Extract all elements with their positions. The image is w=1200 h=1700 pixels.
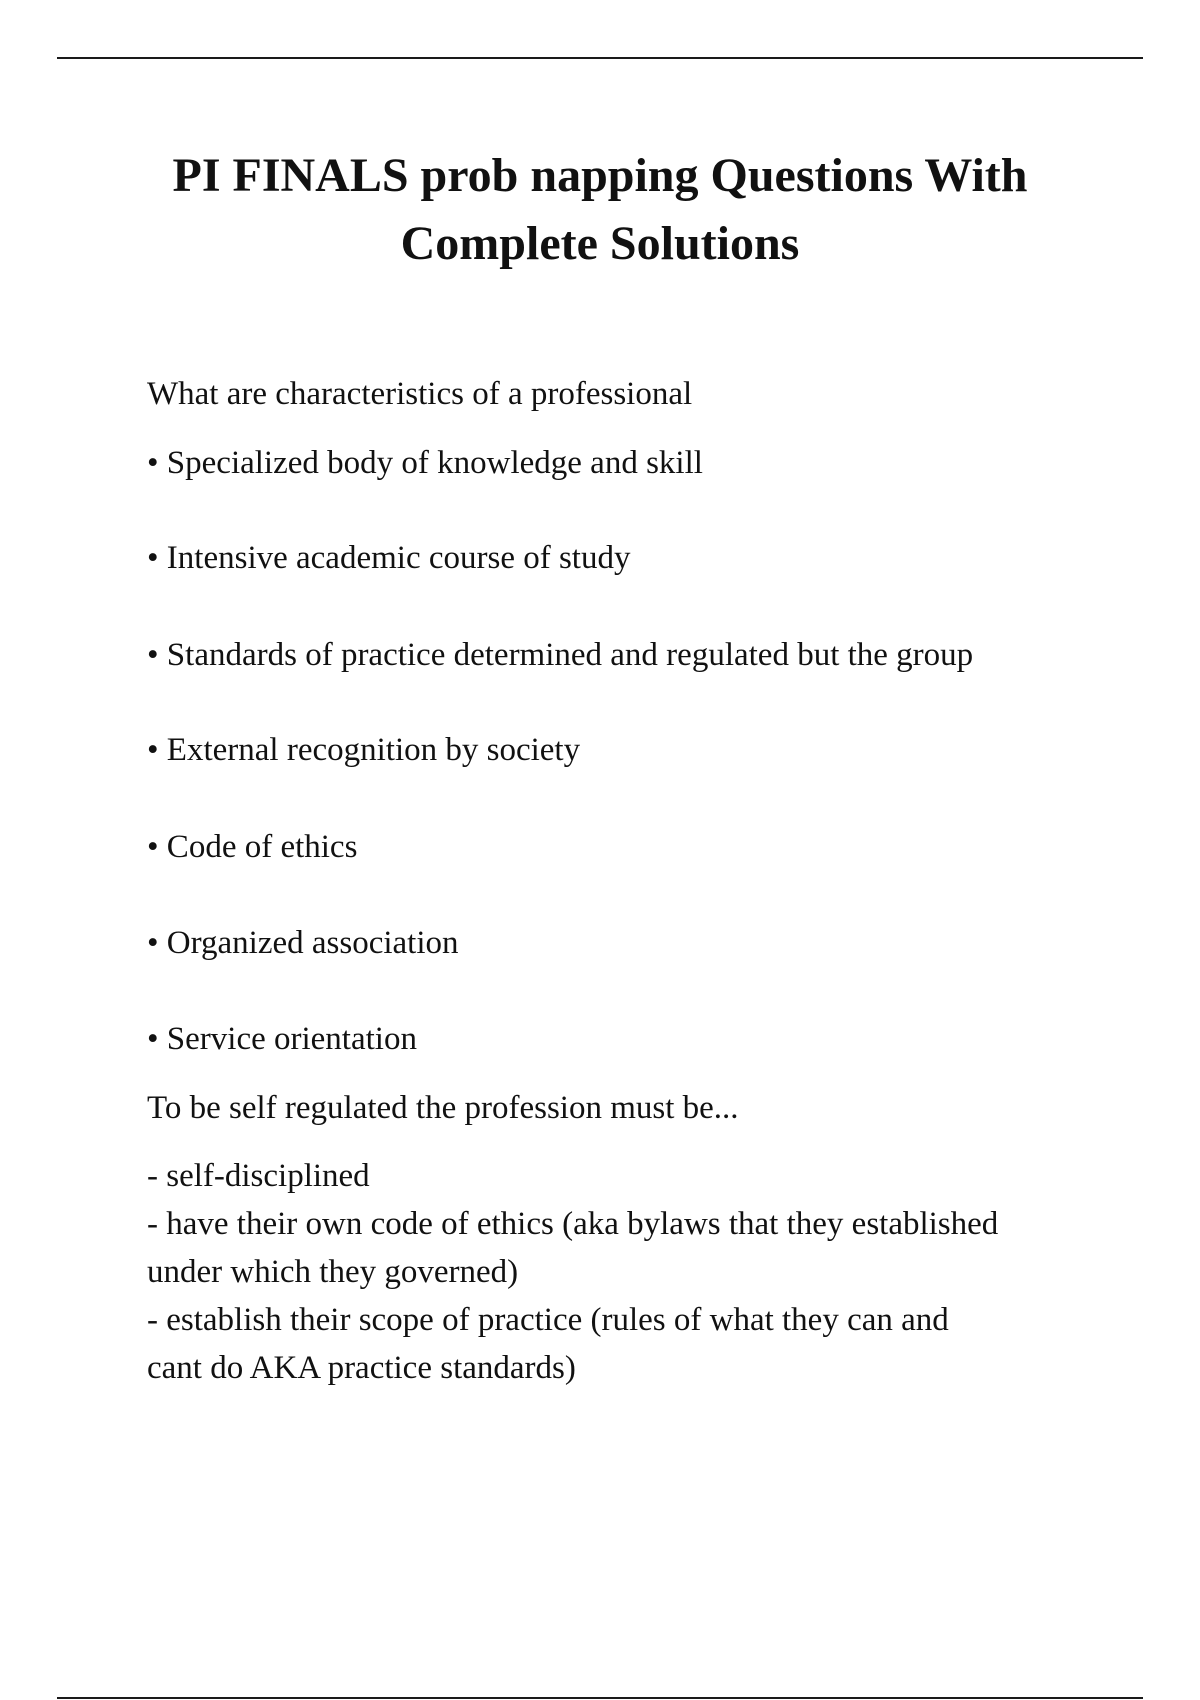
answer-item: • Specialized body of knowledge and skill <box>147 445 703 481</box>
question-2: To be self regulated the profession must be... <box>147 1090 739 1126</box>
answer-item: • Service orientation <box>147 1021 417 1057</box>
answer-line: under which they governed) <box>147 1254 519 1290</box>
answer-line: - establish their scope of practice (rules of what they can and <box>147 1302 949 1338</box>
answer-item: • External recognition by society <box>147 732 581 768</box>
answer-line: - self-disciplined <box>147 1158 370 1194</box>
answer-line: - have their own code of ethics (aka bylaws that they established <box>147 1206 999 1242</box>
title-line-1: PI FINALS prob napping Questions With <box>172 149 1028 202</box>
answer-item: • Standards of practice determined and regulated but the group <box>147 637 974 673</box>
answer-item: • Organized association <box>147 925 459 961</box>
footer-rule <box>57 1697 1143 1699</box>
answer-item: • Intensive academic course of study <box>147 540 631 576</box>
question-1: What are characteristics of a professional <box>147 376 693 412</box>
header-rule <box>57 57 1143 59</box>
document-title <box>100 142 1100 278</box>
answer-2 <box>147 1152 1107 1392</box>
answer-line: cant do AKA practice standards) <box>147 1350 576 1386</box>
answer-item: • Code of ethics <box>147 829 358 865</box>
title-line-2: Complete Solutions <box>400 217 800 270</box>
